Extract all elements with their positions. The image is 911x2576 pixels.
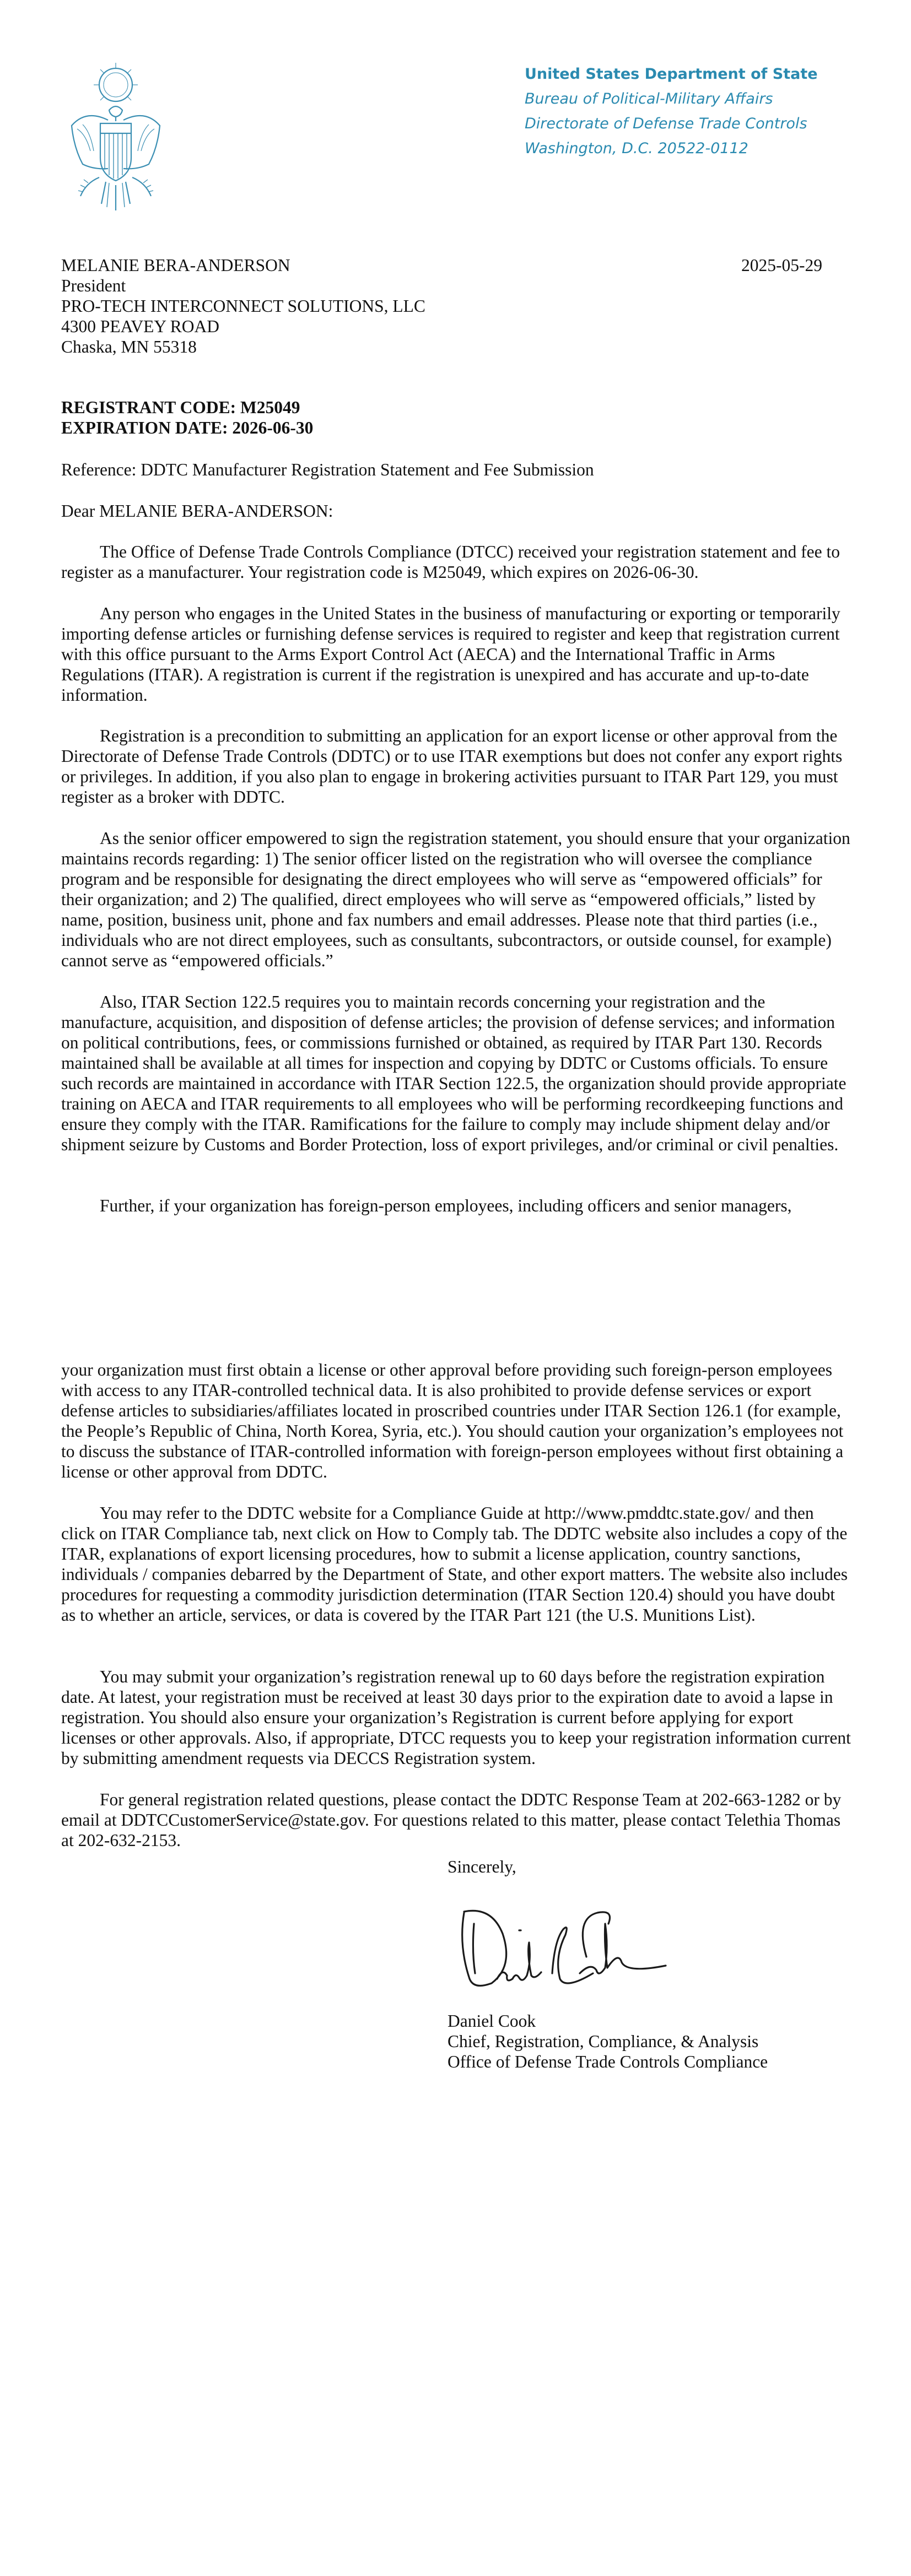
body-paragraph-3 <box>61 726 851 807</box>
body-paragraph-5 <box>61 992 851 1155</box>
signature-block <box>448 2011 768 2072</box>
body-paragraph-2 <box>61 603 851 705</box>
salutation: Dear MELANIE BERA-ANDERSON: <box>61 501 333 521</box>
closing: Sincerely, <box>448 1857 516 1876</box>
body-paragraph-9 <box>61 1666 851 1768</box>
body-paragraph-10 <box>61 1789 851 1850</box>
recipient-name: MELANIE BERA-ANDERSON <box>61 256 290 275</box>
letter-date: 2025-05-29 <box>741 256 822 275</box>
paragraph-text: For general registration related questions, please contact the DDTC Response Team at 202-663-1282 or by email at DDTCCustomerService@state.gov. For questions related to this matter, please contact Telethia Thomas at 202-632-2153. <box>61 1790 842 1850</box>
signer-title: Chief, Registration, Compliance, & Analysis <box>448 2032 759 2051</box>
body-paragraph-8 <box>61 1503 851 1625</box>
paragraph-text: The Office of Defense Trade Controls Compliance (DTCC) received your registration statement and fee to register as a manufacturer. Your registration code is M25049, which expires on 2026-06-30. <box>61 542 840 582</box>
department-seal-icon <box>61 59 171 218</box>
paragraph-text: Any person who engages in the United States in the business of manufacturing or exporting or temporarily importing defense articles or furnishing defense services is required to register and keep that registration current with this office pursuant to the Arms Export Control Act (AECA) and the International Traffic in Arms Regulations (ITAR). A registration is current if the registration is unexpired and has accurate and up-to-date information. <box>61 604 840 705</box>
paragraph-text: You may submit your organization’s registration renewal up to 60 days before the registration expiration date. At latest, your registration must be received at least 30 days prior to the expiration date to avoid a lapse in registration. You should also ensure your organization’s Registration is current before applying for export licenses or other approvals. Also, if appropriate, DTCC requests you to keep your registration information current by submitting amendment requests via DECCS Registration system. <box>61 1667 851 1768</box>
signature-icon <box>442 1891 679 2001</box>
paragraph-text: Also, ITAR Section 122.5 requires you to maintain records concerning your registration and the manufacture, acquisition, and disposition of defense articles; the provision of defense services; and information on political contributions, fees, or commissions furnished or obtained, as required by ITAR Part 130. Records maintained shall be available at all times for inspection and copying by DDTC or Customs officials. To ensure such records are maintained in accordance with ITAR Section 122.5, the organization should provide appropriate training on AECA and ITAR requirements to all employees who will be performing recordkeeping functions and ensure they comply with the ITAR. Ramifications for the failure to comply may include shipment delay and/or shipment seizure by Customs and Border Protection, loss of export privileges, and/or criminal or civil penalties. <box>61 992 847 1154</box>
signer-name: Daniel Cook <box>448 2011 536 2031</box>
body-paragraph-4 <box>61 828 851 971</box>
letterhead-bureau: Bureau of Political-Military Affairs <box>525 90 773 107</box>
paragraph-text: You may refer to the DDTC website for a Compliance Guide at http://www.pmddtc.state.gov/ and then click on ITAR Compliance tab, next click on How to Comply tab. The DDTC website also includes a copy of the ITAR, explanations of export licensing procedures, how to submit a license application, country sanctions, individuals / companies debarred by the Department of State, and other export matters. The website also includes procedures for requesting a commodity jurisdiction determination (ITAR Section 120.4) should you have doubt as to whether an article, services, or data is covered by the ITAR Part 121 (the U.S. Munitions List). <box>61 1503 848 1625</box>
reference-line: Reference: DDTC Manufacturer Registration Statement and Fee Submission <box>61 460 594 479</box>
paragraph-text: Registration is a precondition to submitting an application for an export license or other approval from the Directorate of Defense Trade Controls (DDTC) or to use ITAR exemptions but does not confer any export rights or privileges. In addition, if you also plan to engage in brokering activities pursuant to ITAR Part 129, you must register as a broker with DDTC. <box>61 726 843 807</box>
expiration-date: EXPIRATION DATE: 2026-06-30 <box>61 418 314 437</box>
letterhead-address: Washington, D.C. 20522-0112 <box>525 140 748 157</box>
recipient-company: PRO-TECH INTERCONNECT SOLUTIONS, LLC <box>61 296 425 316</box>
paragraph-text: your organization must first obtain a license or other approval before providing such foreign-person employees with access to any ITAR-controlled technical data. It is also prohibited to provide defense services or export defense articles to subsidiaries/affiliates located in proscribed countries under ITAR Section 126.1 (for example, the People’s Republic of China, North Korea, Syria, etc.). You should caution your organization’s employees not to discuss the substance of ITAR-controlled information with foreign-person employees without first obtaining a license or other approval from DDTC. <box>61 1360 844 1481</box>
recipient-address <box>61 255 425 357</box>
paragraph-text: As the senior officer empowered to sign the registration statement, you should ensure that your organization maintains records regarding: 1) The senior officer listed on the registration who will oversee the compliance program and be responsible for designating the direct employees who will serve as “empowered officials” for their organization; and 2) The qualified, direct employees who will serve as “empowered officials,” listed by name, position, business unit, phone and fax numbers and email addresses. Please note that third parties (i.e., individuals who are not direct employees, such as consultants, subcontractors, or outside counsel, for example) cannot serve as “empowered officials.” <box>61 829 850 970</box>
paragraph-text: Further, if your organization has foreign-person employees, including officers and senior managers, <box>100 1196 792 1215</box>
recipient-street: 4300 PEAVEY ROAD <box>61 317 220 336</box>
body-paragraph-7 <box>61 1360 851 1482</box>
body-paragraph-6 <box>61 1195 851 1216</box>
letterhead <box>525 62 818 161</box>
signer-office: Office of Defense Trade Controls Compliance <box>448 2052 768 2071</box>
recipient-title: President <box>61 276 126 295</box>
registrant-code: REGISTRANT CODE: M25049 <box>61 398 300 417</box>
registration-info <box>61 397 851 438</box>
letterhead-directorate: Directorate of Defense Trade Controls <box>525 115 807 132</box>
letterhead-department: United States Department of State <box>525 66 818 83</box>
recipient-city: Chaska, MN 55318 <box>61 337 197 356</box>
body-paragraph-1 <box>61 542 851 582</box>
